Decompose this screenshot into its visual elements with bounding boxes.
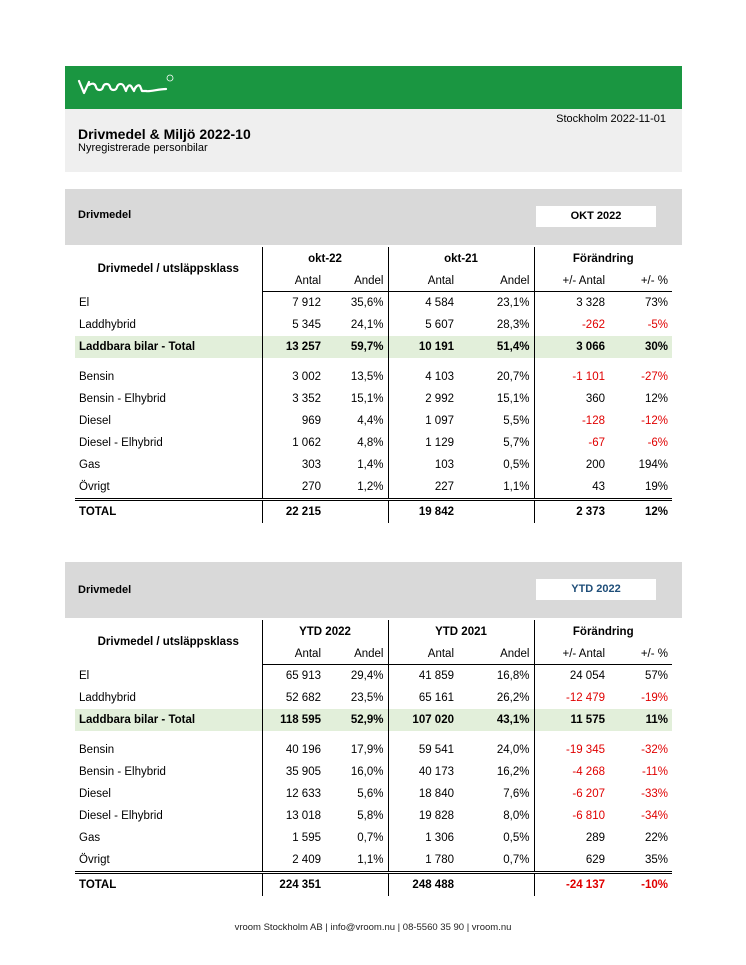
cell-a-andel: 13,5% (325, 366, 388, 388)
cell-a-andel: 24,1% (325, 314, 388, 336)
table-row (75, 388, 672, 410)
cell-b-andel: 15,1% (458, 388, 534, 410)
cell-pct: 30% (609, 336, 672, 358)
table-row (75, 739, 672, 761)
table-row (75, 366, 672, 388)
cell-a-andel: 5,8% (325, 805, 388, 827)
cell-b-antal: 4 584 (425, 297, 454, 309)
cell-diff: -12 479 (565, 692, 605, 704)
cell-label: Bensin (75, 739, 262, 761)
cell-label: Bensin - Elhybrid (75, 388, 262, 410)
cell-diff: 3 066 (534, 336, 609, 358)
col-header-change: Förändring (572, 626, 634, 638)
cell-a-antal: 7 912 (292, 297, 321, 309)
cell-pct: 194% (638, 459, 669, 471)
col-header-label: Drivmedel / utsläppsklass (75, 247, 262, 292)
cell-b-andel: 0,7% (458, 849, 534, 873)
cell-a-antal: 35 905 (285, 766, 321, 778)
col-header-period-b: YTD 2021 (388, 620, 534, 644)
cell-b-antal: 1 306 (425, 832, 454, 844)
cell-pct: -27% (641, 371, 669, 383)
cell-a-antal: 22 215 (262, 500, 325, 524)
cell-a-andel: 16,0% (325, 761, 388, 783)
cell-a-antal: 2 409 (292, 854, 321, 866)
cell-label: Övrigt (75, 476, 262, 500)
cell-b-antal: 107 020 (388, 709, 458, 731)
cell-diff: 43 (592, 481, 605, 493)
cell-b-andel: 0,5% (458, 454, 534, 476)
table-row (75, 849, 672, 873)
table-row (75, 687, 672, 709)
cell-pct: -5% (647, 319, 669, 331)
subtotal-row (75, 709, 672, 731)
cell-pct: -12% (641, 415, 669, 427)
cell-pct: -11% (642, 766, 669, 778)
report-date: Stockholm 2022-11-01 (556, 113, 666, 125)
cell-diff: -4 268 (572, 766, 605, 778)
report-subtitle: Nyregistrerade personbilar (78, 142, 208, 154)
cell-a-antal: 1 595 (292, 832, 321, 844)
section-title-month: Drivmedel (78, 209, 132, 221)
cell-b-antal: 10 191 (388, 336, 458, 358)
cell-label: Övrigt (75, 849, 262, 873)
cell-a-antal: 3 352 (292, 393, 321, 405)
cell-b-andel (458, 873, 534, 897)
cell-b-andel: 26,2% (458, 687, 534, 709)
cell-b-antal: 40 173 (418, 766, 454, 778)
cell-b-andel: 1,1% (458, 476, 534, 500)
section-badge-ytd: YTD 2022 (536, 579, 656, 600)
cell-b-antal: 2 992 (425, 393, 454, 405)
cell-pct: 11% (609, 709, 672, 731)
cell-b-antal: 103 (434, 459, 454, 471)
cell-a-antal: 118 595 (262, 709, 325, 731)
cell-a-andel: 52,9% (325, 709, 388, 731)
sub-header-diff: +/- Antal (534, 644, 609, 665)
table-row (75, 805, 672, 827)
sub-header-andel: Andel (325, 644, 388, 665)
cell-a-antal: 13 018 (285, 810, 321, 822)
cell-b-andel: 28,3% (458, 314, 534, 336)
cell-label: El (75, 665, 262, 688)
cell-a-andel (325, 500, 388, 524)
cell-label: TOTAL (75, 500, 262, 524)
sub-header-antal: Antal (262, 271, 325, 292)
col-header-period-b: okt-21 (388, 247, 534, 271)
table-row (75, 292, 672, 315)
table-row (75, 410, 672, 432)
cell-label: El (75, 292, 262, 315)
cell-a-antal: 3 002 (292, 371, 321, 383)
cell-diff: -19 345 (565, 744, 605, 756)
cell-b-andel: 24,0% (458, 739, 534, 761)
cell-pct: 73% (644, 297, 669, 309)
cell-label: Laddbara bilar - Total (75, 336, 262, 358)
cell-b-antal: 1 129 (425, 437, 454, 449)
cell-label: Diesel - Elhybrid (75, 432, 262, 454)
sub-header-antal: Antal (262, 644, 325, 665)
table-row (75, 783, 672, 805)
sub-header-andel: Andel (458, 271, 534, 292)
cell-a-andel: 35,6% (325, 292, 388, 315)
cell-b-antal: 1 097 (425, 415, 454, 427)
cell-b-andel: 23,1% (458, 292, 534, 315)
cell-pct: 35% (644, 854, 669, 866)
cell-a-antal: 65 913 (285, 670, 321, 682)
col-header-change: Förändring (572, 253, 634, 265)
subtotal-row (75, 336, 672, 358)
cell-pct: -10% (609, 873, 672, 897)
cell-b-antal: 59 541 (418, 744, 454, 756)
cell-diff: -262 (581, 319, 605, 331)
cell-b-andel: 5,7% (458, 432, 534, 454)
cell-a-andel: 23,5% (325, 687, 388, 709)
fuel-table-month (75, 247, 672, 523)
cell-pct: -32% (641, 744, 669, 756)
cell-a-antal: 969 (301, 415, 321, 427)
cell-diff: -6 207 (572, 788, 605, 800)
fuel-table-ytd (75, 620, 672, 896)
sub-header-antal: Antal (388, 271, 458, 292)
sub-header-diff: +/- Antal (534, 271, 609, 292)
cell-a-antal: 52 682 (285, 692, 321, 704)
cell-a-antal: 13 257 (262, 336, 325, 358)
cell-label: Diesel - Elhybrid (75, 805, 262, 827)
cell-b-antal: 65 161 (418, 692, 454, 704)
cell-a-andel: 1,2% (325, 476, 388, 500)
spacer-row (75, 358, 672, 366)
table-row (75, 761, 672, 783)
cell-b-antal: 248 488 (388, 873, 458, 897)
cell-pct: -19% (641, 692, 669, 704)
cell-b-andel: 16,2% (458, 761, 534, 783)
cell-a-andel (325, 873, 388, 897)
cell-b-antal: 18 840 (418, 788, 454, 800)
cell-a-antal: 1 062 (292, 437, 321, 449)
cell-label: Bensin - Elhybrid (75, 761, 262, 783)
sub-header-pct: +/- % (609, 271, 672, 292)
sub-header-andel: Andel (325, 271, 388, 292)
cell-label: Laddhybrid (75, 314, 262, 336)
cell-b-antal: 19 828 (418, 810, 454, 822)
cell-a-andel: 1,1% (325, 849, 388, 873)
cell-pct: -6% (647, 437, 669, 449)
cell-diff: 200 (585, 459, 605, 471)
cell-pct: 12% (609, 500, 672, 524)
table-row (75, 665, 672, 688)
cell-a-andel: 5,6% (325, 783, 388, 805)
table-row (75, 454, 672, 476)
cell-a-andel: 4,8% (325, 432, 388, 454)
cell-diff: 360 (585, 393, 605, 405)
cell-b-andel: 43,1% (458, 709, 534, 731)
cell-a-antal: 224 351 (262, 873, 325, 897)
table-row (75, 476, 672, 500)
cell-label: Bensin (75, 366, 262, 388)
cell-a-andel: 15,1% (325, 388, 388, 410)
sub-header-pct: +/- % (609, 644, 672, 665)
spacer-row (75, 731, 672, 739)
cell-pct: 19% (644, 481, 669, 493)
cell-diff: -67 (588, 437, 605, 449)
cell-b-andel: 8,0% (458, 805, 534, 827)
report-title: Drivmedel & Miljö 2022-10 (78, 126, 251, 142)
cell-b-andel: 0,5% (458, 827, 534, 849)
cell-a-andel: 17,9% (325, 739, 388, 761)
col-header-label: Drivmedel / utsläppsklass (75, 620, 262, 665)
cell-label: Gas (75, 454, 262, 476)
cell-label: Diesel (75, 410, 262, 432)
cell-a-antal: 12 633 (285, 788, 321, 800)
cell-label: TOTAL (75, 873, 262, 897)
cell-pct: 57% (644, 670, 669, 682)
cell-diff: -6 810 (572, 810, 605, 822)
cell-b-antal: 4 103 (425, 371, 454, 383)
cell-b-andel (458, 500, 534, 524)
cell-a-andel: 29,4% (325, 665, 388, 688)
cell-b-andel: 51,4% (458, 336, 534, 358)
cell-a-andel: 0,7% (325, 827, 388, 849)
col-header-period-a: YTD 2022 (262, 620, 388, 644)
cell-diff: -1 101 (572, 371, 605, 383)
cell-b-andel: 16,8% (458, 665, 534, 688)
cell-b-antal: 41 859 (418, 670, 454, 682)
cell-b-antal: 19 842 (388, 500, 458, 524)
cell-diff: -24 137 (534, 873, 609, 897)
cell-b-andel: 20,7% (458, 366, 534, 388)
col-header-period-a: okt-22 (262, 247, 388, 271)
cell-diff: 11 575 (534, 709, 609, 731)
total-row (75, 873, 672, 897)
total-row (75, 500, 672, 524)
cell-diff: 629 (585, 854, 605, 866)
cell-diff: 24 054 (569, 670, 605, 682)
cell-diff: 2 373 (534, 500, 609, 524)
table-row (75, 827, 672, 849)
cell-b-antal: 5 607 (425, 319, 454, 331)
cell-a-antal: 40 196 (285, 744, 321, 756)
cell-diff: 3 328 (576, 297, 605, 309)
table-row (75, 432, 672, 454)
cell-a-andel: 1,4% (325, 454, 388, 476)
cell-diff: -128 (581, 415, 605, 427)
cell-label: Gas (75, 827, 262, 849)
section-badge-month: OKT 2022 (536, 206, 656, 227)
cell-pct: 12% (644, 393, 669, 405)
cell-b-antal: 1 780 (425, 854, 454, 866)
vroom-logo (76, 73, 196, 101)
cell-a-antal: 303 (301, 459, 321, 471)
cell-pct: -34% (641, 810, 669, 822)
cell-label: Laddhybrid (75, 687, 262, 709)
cell-b-antal: 227 (434, 481, 454, 493)
cell-pct: -33% (641, 788, 669, 800)
cell-label: Diesel (75, 783, 262, 805)
cell-a-andel: 4,4% (325, 410, 388, 432)
footer-contact: vroom Stockholm AB | info@vroom.nu | 08-5560 35 90 | vroom.nu (234, 922, 512, 933)
cell-a-antal: 5 345 (292, 319, 321, 331)
table-row (75, 314, 672, 336)
cell-label: Laddbara bilar - Total (75, 709, 262, 731)
cell-pct: 22% (644, 832, 669, 844)
cell-b-andel: 5,5% (458, 410, 534, 432)
cell-b-andel: 7,6% (458, 783, 534, 805)
cell-a-andel: 59,7% (325, 336, 388, 358)
sub-header-antal: Antal (388, 644, 458, 665)
section-title-ytd: Drivmedel (78, 584, 132, 596)
sub-header-andel: Andel (458, 644, 534, 665)
cell-diff: 289 (585, 832, 605, 844)
cell-a-antal: 270 (301, 481, 321, 493)
